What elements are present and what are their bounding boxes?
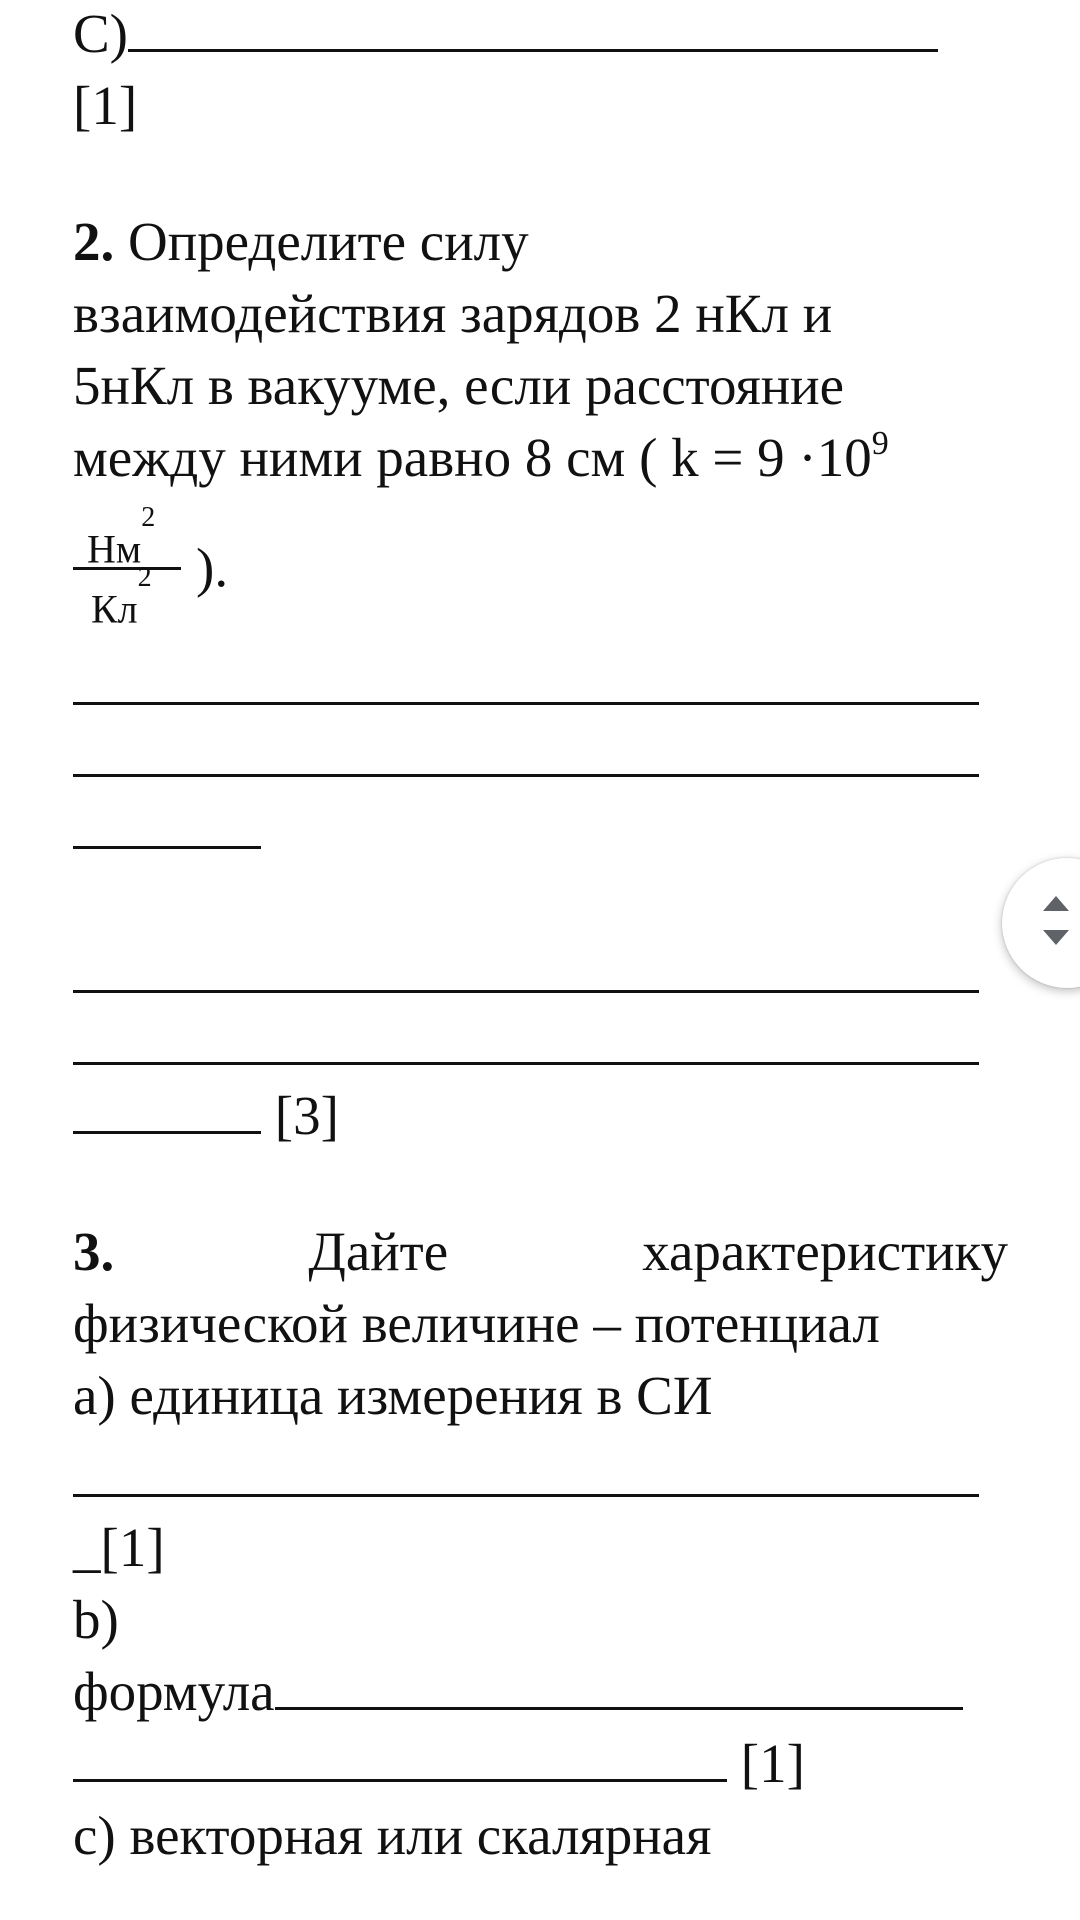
q2-power-exponent: 9 (871, 425, 889, 462)
answer-line (73, 846, 261, 849)
unit-fraction (73, 502, 183, 632)
q3-item-b-label: формула (73, 1661, 275, 1722)
q3-item-c: c) векторная или скалярная (73, 1805, 712, 1866)
q1-item-c-line (73, 2, 938, 66)
q3-line-2: физической величине – потенциал (73, 1293, 880, 1354)
fraction-denominator: $Кл^2$ (91, 562, 152, 632)
answer-line (73, 990, 979, 993)
fraction-numerator: $Нм^2$ (87, 502, 156, 572)
q3-item-b: b) (73, 1589, 119, 1650)
fast-scroll-handle[interactable] (1002, 858, 1080, 988)
answer-blank (73, 1131, 261, 1134)
answer-blank (128, 49, 938, 52)
caret-up-icon (1043, 896, 1069, 911)
q3-word-1: Дайте (308, 1221, 449, 1282)
answer-line (73, 702, 979, 705)
q2-number: 2. (73, 211, 115, 272)
q2-line-2: взаимодействия зарядов 2 нКл и (73, 283, 833, 344)
q2-text-4: между ними равно 8 см ( k = 9 ·10 (73, 427, 872, 488)
answer-blank (73, 1779, 727, 1782)
answer-line (73, 1494, 979, 1497)
q2-line-1 (73, 210, 529, 274)
q3-item-b-formula-line (73, 1660, 963, 1724)
q3-number: 3. (73, 1221, 115, 1282)
q1-item-c-label: C) (73, 3, 128, 64)
q3-item-a-mark: _[1] (73, 1517, 165, 1578)
q3-item-b-mark: [1] (740, 1733, 805, 1794)
q2-mark: [3] (274, 1085, 339, 1146)
q2-line-4 (73, 426, 889, 490)
closing-paren: ). (196, 537, 229, 598)
q2-final-line (73, 1084, 339, 1148)
q3-item-b-mark-line (73, 1732, 805, 1796)
q2-text-1: Определите силу (114, 211, 529, 272)
caret-down-icon (1043, 930, 1069, 945)
answer-line (73, 774, 979, 777)
q2-line-3: 5нКл в вакууме, если расстояние (73, 355, 845, 416)
q3-item-a: a) единица измерения в СИ (73, 1365, 713, 1426)
q3-word-2: характеристику (642, 1221, 1008, 1282)
answer-blank (275, 1707, 963, 1710)
q1-mark: [1] (73, 75, 138, 136)
answer-line (73, 1062, 979, 1065)
fraction-bar (73, 567, 181, 570)
q3-line-1 (73, 1220, 1008, 1284)
